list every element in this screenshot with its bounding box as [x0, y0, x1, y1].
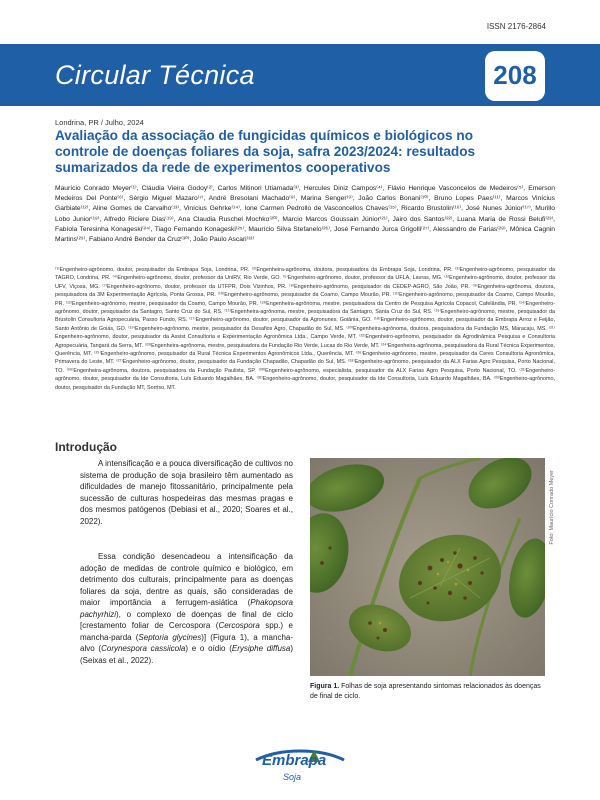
intro-paragraph-1 [80, 458, 293, 527]
section-heading-introducao: Introdução [55, 440, 117, 454]
p2-text-c: ), o complexo de doenças de final de ciclo [crestamento foliar de Cercospora ( [80, 609, 293, 630]
p2-species-cercospora: Cercospora [218, 621, 260, 630]
author-list: Maurício Conrado Meyer⁽¹⁾, Cláudia Vieira Godoy⁽²⁾, Carlos Mitinori Utiamada⁽³⁾, Hercules Diniz Campos⁽⁴⁾, Flávio Henrique Vasconcelos de Medeiros⁽⁵⁾, Emerson Medeiros Del Ponte⁽⁶⁾, Sérgio Miguel Mazaro⁽⁷⁾, André Bresolani Machado⁽⁸⁾, Marina Senger⁽⁹⁾, João Carlos Bonani⁽¹⁰⁾, Bruno Lopes Paes⁽¹¹⁾, Marcos Vinícius Garbiate⁽¹²⁾, Aline Gomes de Carvalho⁽¹³⁾, Vinícius Gehrke⁽¹⁴⁾, Ione Carmen Pedrollo de Vasconcellos Chaves⁽¹⁵⁾, Ricardo Brustolin⁽¹⁶⁾, José Nunes Júnior⁽¹⁷⁾, Murillo Lobo Junior⁽¹⁸⁾, Alfredo Riciere Dias⁽¹⁹⁾, Ana Claudia Ruschel Mochko⁽²⁰⁾, Marcio Marcos Goussain Júnior⁽²¹⁾, Jairo dos Santos⁽²²⁾, Luana Maria de Rossi Belufi⁽²³⁾, Fabíola Teresinha Konageski⁽²⁴⁾, Tiago Fernando Konageski⁽²⁵⁾, Maurício Silva Stefanelo⁽²⁶⁾, José Fernando Jurca Grigolli⁽²⁷⁾, Alessandro de Farias⁽²⁸⁾, Mônica Cagnin Martins⁽²⁹⁾, Fabiano André Bender da Cruz⁽³⁰⁾, João Paulo Ascari⁽³¹⁾ [55, 185, 555, 244]
logo-name: Embrapa [262, 752, 327, 769]
soybean-leaves-photo [310, 458, 545, 676]
p2-text-a: Essa condição desencadeou a intensificação da adoção de medidas de controle químico e biológico, em detrimento dos culturais, principalmente para as doenças foliares da soja, dentre as quais, são consideradas de maior importância a ferrugem-asiática ( [80, 552, 293, 607]
p2-species-corynespora: Corynespora cassiicola [101, 644, 186, 653]
p2-text-e: spp.) e mancha-parda ( [80, 621, 293, 642]
intro-paragraph-1-text: A intensificação e a pouca diversificação de cultivos no sistema de produção de soja brasileiro têm aumentado as dificuldades de manejo fitossanitário, principalmente pela sucessão de culturas hospedeiras das mesmas pragas e dos mesmos patógenos (Debiasi et al., 2020; Soares et al., 2022). [80, 459, 293, 526]
photo-credit: Foto: Maurício Conrado Meyer [549, 470, 555, 545]
p2-text-k: ) (Seixas et al., 2022). [80, 644, 294, 665]
affiliations: ⁽¹⁾Engenheiro-agrônomo, doutor, pesquisador da Embrapa Soja, Londrina, PR. ⁽²⁾Engenheira-agrônoma, doutora, pesquisadora da Embrapa Soja, Londrina, PR. ⁽³⁾Engenheiro-agrônomo, pesquisador da TAGRO, Londrina, PR. ⁽⁴⁾Engenheiro-agrônomo, doutor, professor da UniRV, Rio Verde, GO. ⁽⁵⁾Engenheiro-agrônomo, doutor, professor da UFLA, Lavras, MG. ⁽⁶⁾Engenheiro-agrônomo, doutor, professor da UFV, Viçosa, MG. ⁽⁷⁾Engenheiro-agrônomo, doutor, professor da UTFPR, Dois Vizinhos, PR. ⁽⁸⁾Engenheiro-agrônomo, pesquisador da CEDEP-AGRO, São João, PR. ⁽⁹⁾Engenheira-agrônoma, doutora, pesquisadora da 3M Experimentação Agrícola, Ponta Grossa, PR. ⁽¹⁰⁾Engenheiro-agrônomo, pesquisador da Coamo, Campo Mourão, PR. ⁽¹¹⁾Engenheiro-agrônomo, pesquisador da Coamo, Campo Mourão, PR. ⁽¹²⁾Engenheiro-agrônomo, mestre, pesquisador da Coamo, Campo Mourão, PR. ⁽¹³⁾Engenheira-agrônoma, mestre, pesquisadora da Centro de Pesquisa Agrícola Copacol, Cafelândia, PR. ⁽¹⁴⁾Engenheiro-agrônomo, doutor, pesquisador da Santagro, Santo Cruz do Sul, RS. ⁽¹⁵⁾Engenheira-agrônoma, mestre, pesquisadora da Santagro, Santa Cruz do Sul, RS. ⁽¹⁶⁾Engenheiro-agrônomo, mestre, pesquisador da Brustolin Consultoria Agropecuária, Passo Fundo, RS. ⁽¹⁷⁾Engenheiro-agrônomo, doutor, pesquisador da Agronunes, Goiânia, GO. ⁽¹⁸⁾Engenheiro-agrônomo, doutor, pesquisador da Embrapa Arroz e Feijão, Santo Antônio de Goiás, GO. ⁽¹⁹⁾Engenheiro-agrônomo, mestre, pesquisador da Desafios Agro, Chapadão do Sul, MS. ⁽²⁰⁾Engenheira-agrônoma, doutora, pesquisadora da Fundação MS, Maracaju, MS. ⁽²¹⁾Engenheiro-agrônomo, doutor, pesquisador da Assist Consultoria e Experimentação Agronômica Ltda., Campo Verde, MT. ⁽²²⁾Engenheiro-agrônomo, pesquisador da Agrodinâmica Pesquisa e Consultoria Agropecuária, Tangará da Serra, MT. ⁽²³⁾Engenheira-agrônoma, mestre, pesquisadora da Fundação Rio Verde, Lucas do Rio Verde, MT. ⁽²⁴⁾Engenheira-agrônoma, pesquisadora da Rural Técnica Experimentos, Querência, MT. ⁽²⁵⁾Engenheiro-agrônomo, pesquisador da Rural Técnica Experimentos Agronômicos Ltda., Querência, MT. ⁽²⁶⁾Engenheiro-agrônomo, mestre, pesquisador da Ceres Consultoria Agronômica, Primavera do Leste, MT. ⁽²⁷⁾Engenheiro-agrônomo, doutor, pesquisador da Fundação Chapadão, Chapadão do Sul, MS. ⁽²⁸⁾Engenheiro-agrônomo, pesquisador da ALX Farias Agro Pesquisa, Porto Nacional, TO. ⁽²⁹⁾Engenheira-agrônoma, doutora, pesquisadora da Fundação Paulista, SP. ⁽³⁰⁾Engenheiro-agrônomo, especialista, pesquisador da ALX Farias Agro Pesquisa, Porto Nacional, TO. ⁽³¹⁾Engenheiro-agrônomo, doutor, pesquisador da Ide Consultoria, Luís Eduardo Magalhães, BA. ⁽³²⁾Engenheiro-agrônomo, doutor, pesquisador da Ide Consultoria, Luís Eduardo Magalhães, BA. ⁽³³⁾Engenheiro-agrônomo, doutor, pesquisador da Fundação MT, Sorriso, MT. [55, 267, 555, 391]
figure-label: Figura 1. [310, 683, 340, 690]
issue-number: 208 [493, 60, 537, 90]
p2-species-phakopsora: Phakopsora pachyrhizi [80, 598, 293, 619]
p2-text-g: )] (Figura 1), a mancha-alvo ( [80, 632, 294, 653]
logo-subtitle: Soja [283, 772, 302, 782]
figure-caption [310, 682, 550, 702]
dateline: Londrina, PR / Julho, 2024 [55, 118, 144, 127]
p2-text-i: ) e o oídio ( [185, 644, 232, 653]
document-title: Avaliação da associação de fungicidas químicos e biológicos no controle de doenças foliares da soja, safra 2023/2024: resultados sumarizados da rede de experimentos cooperativos [55, 128, 476, 175]
issn-label: ISSN 2176-2864 [486, 22, 546, 31]
p2-species-erysiphe: Erysiphe diffusa [231, 644, 291, 653]
intro-paragraph-2 [80, 551, 293, 666]
p2-species-septoria: Septoria glycines [138, 632, 202, 642]
series-title: Circular Técnica [55, 60, 255, 90]
figure-caption-text: Folhas de soja apresentando sintomas relacionados às doenças de final de ciclo. [310, 683, 541, 700]
